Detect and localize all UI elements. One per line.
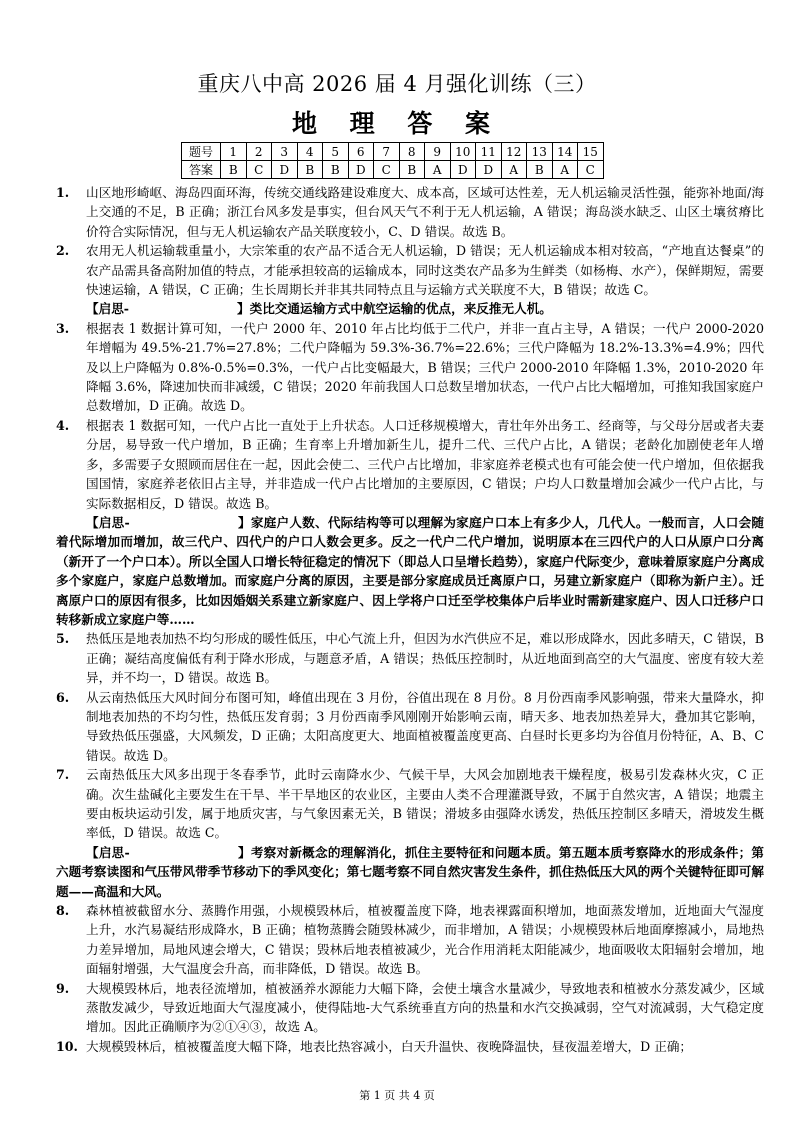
qisi-close: 】	[237, 844, 251, 860]
answer-cell: D	[348, 161, 374, 179]
explanation-item	[56, 241, 764, 299]
item-number: 8.	[56, 903, 70, 919]
item-text: 从云南热低压大风时间分布图可知，峰值出现在 3 月份，谷值出现在 8 月份。8 月份西南季风影响强，带来大量降水，抑制地表加热的不均匀性，热低压发育弱；3 月份西南季风刚刚开始影响云南，晴天多、地表加热差异大，叠加其它影响，导致热低压强盛，大风频发，D 正确；太阳高度更大、地面植被覆盖度更高、白昼时长更多均为谷值月份特征，A、B、C 错误。故选 D。	[86, 689, 764, 763]
answer-cell: D	[272, 161, 298, 179]
answer-cell: B	[297, 161, 323, 179]
explanation-item	[56, 319, 764, 416]
question-number-cell: 6	[348, 143, 374, 161]
qisi-label: 【启思-	[86, 514, 130, 530]
explanation-item	[56, 765, 764, 843]
question-number-cell: 15	[578, 143, 604, 161]
item-number: 6.	[56, 689, 70, 705]
qisi-text: 家庭户人数、代际结构等可以理解为家庭户口本上有多少人，几代人。一般而言，人口会随着代际增加而增加，故三代户、四代户的户口人数会更多。反之一代户二代户增加，说明原本在三四代户的人口从原户口分离（新开了一个户口本）。所以全国人口增长特征稳定的情况下（即总人口呈增长趋势），家庭户代际变少，意味着原家庭户分离成多个家庭户，家庭户总数增加。而家庭户分离的原因，主要是部分家庭成员迁离原户口，另建立新家庭户（即称为新户主）。迁离原户口的原因有很多，比如因婚姻关系建立新家庭户、因上学将户口迁至学校集体户后毕业时需新建家庭户、因人口迁移户口转移新成立家庭户等……	[56, 514, 764, 627]
item-number: 1.	[56, 185, 70, 200]
answer-cell: C	[374, 161, 400, 179]
question-number-cell: 13	[527, 143, 553, 161]
question-number-cell: 11	[476, 143, 502, 161]
question-number-cell: 12	[501, 143, 527, 161]
answer-cell: C	[578, 161, 604, 179]
question-number-cell: 2	[246, 143, 272, 161]
qisi-note	[56, 513, 764, 629]
question-number-cell: 3	[272, 143, 298, 161]
item-text: 热低压是地表加热不均匀形成的暖性低压，中心气流上升，但因为水汽供应不足，难以形成降水，因此多晴天，C 错误，B 正确；凝结高度偏低有利于降水形成，与题意矛盾，A 错误；热低压控制时，从近地面到高空的大气温度、密度有较大差异，并不均一，D 错误。故选 B。	[86, 631, 764, 686]
table-header-cell: 题号	[182, 143, 221, 161]
table-header-cell: 答案	[182, 161, 221, 179]
item-number: 5.	[56, 631, 70, 647]
explanation-item	[56, 183, 764, 241]
item-number: 2.	[56, 243, 70, 259]
question-number-cell: 8	[399, 143, 425, 161]
question-number-cell: 1	[221, 143, 247, 161]
document-title: 重庆八中高 2026 届 4 月强化训练（三）	[197, 72, 597, 96]
item-text: 大规模毁林后，地表径流增加，植被涵养水源能力大幅下降，会使土壤含水量减少，导致地表和植被水分蒸发减少，区域蒸散发减少，导致近地面大气湿度减小，使得陆地-大气系统垂直方向的热量和水汽交换减弱，空气对流减弱，大气稳定度增加。因此正确顺序为②①④③，故选 A。	[86, 980, 764, 1035]
item-number: 9.	[56, 980, 70, 996]
item-text: 森林植被截留水分、蒸腾作用强，小规模毁林后，植被覆盖度下降，地表裸露面积增加，地面蒸发增加，近地面大气湿度上升，水汽易凝结形成降水，B 正确；植物蒸腾会随毁林减少，而非增加，A 错误；小规模毁林后地面摩擦减小，局地热力差异增加，局地风速会增大，C 错误；毁林后地表植被减少，光合作用消耗太阳能减少，地面吸收太阳辐射会增加，地面辐射增强，大气温度会升高，而非降低，D 错误。故选 B。	[86, 903, 764, 977]
qisi-text: 类比交通运输方式中航空运输的优点，来反推无人机。	[249, 301, 552, 317]
answer-cell: D	[450, 161, 476, 179]
qisi-note	[56, 299, 764, 318]
qisi-text: 考察对新概念的理解消化，抓住主要特征和问题本质。第五题本质考察降水的形成条件；第六题考察读图和气压带风带季节移动下的季风变化；第七题考察不同自然灾害发生条件，抓住热低压大风的两个关键特征即可解题——高温和大风。	[56, 844, 764, 899]
question-number-cell: 14	[552, 143, 578, 161]
answer-table-number-row	[182, 143, 604, 161]
item-text: 根据表 1 数据可知，一代户占比一直处于上升状态。人口迁移规模增大，青壮年外出务工、经商等，与父母分居或者夫妻分居，易导致一代户增加，B 正确；生育率上升增加新生儿，提升二代、三代户占比，A 错误；老龄化加剧使老年人增多，多需要子女照顾而居住在一起，因此会使二、三代户占比增加，非家庭养老模式也有可能会使一代户增加，但依据我国国情，家庭养老依旧占主导，并非造成一代户占比增加的主要原因，C 错误；户均人口数量增加会减少一代户占比，与实际数据相反，D 错误。故选 B。	[86, 417, 764, 511]
explanation-item	[56, 416, 764, 513]
answer-table	[181, 142, 604, 179]
answer-cell: B	[323, 161, 349, 179]
item-text: 山区地形崎岖、海岛四面环海，传统交通线路建设难度大、成本高，区域可达性差，无人机运输灵活性强，能弥补地面/海上交通的不足，B 正确；浙江台风多发是事实，但台风天气不利于无人机运输，A 错误；海岛淡水缺乏、山区土壤贫瘠比价符合实际情况，但与无人机运输农产品关联度较小，C、D 错误。故选 B。	[86, 185, 764, 239]
answer-cell: C	[246, 161, 272, 179]
answer-cell: D	[476, 161, 502, 179]
item-number: 10.	[56, 1038, 78, 1054]
question-number-cell: 9	[425, 143, 451, 161]
answer-cell: B	[527, 161, 553, 179]
answer-table-answer-row	[182, 161, 604, 179]
question-number-cell: 10	[450, 143, 476, 161]
qisi-close: 】	[237, 514, 251, 530]
qisi-label: 【启思-	[86, 844, 130, 860]
qisi-note	[56, 843, 764, 901]
answer-cell: A	[552, 161, 578, 179]
qisi-label: 【启思-	[86, 301, 130, 317]
explanation-item	[56, 1037, 764, 1056]
document-subtitle: 地 理 答 案	[291, 109, 503, 138]
answer-cell: B	[221, 161, 247, 179]
qisi-close: 】	[237, 301, 250, 317]
question-number-cell: 5	[323, 143, 349, 161]
item-number: 4.	[56, 417, 70, 433]
item-text: 云南热低压大风多出现于冬春季节，此时云南降水少、气候干旱，大风会加剧地表干燥程度，极易引发森林火灾，C 正确。次生盐碱化主要发生在干旱、半干旱地区的农业区，主要由人类不合理灌溉导致，不属于自然灾害，A 错误；地震主要由板块运动引发，属于地质灾害，与气象因素无关，B 错误；滑坡多由强降水诱发，热低压控制区多晴天，滑坡发生概率低，D 错误。故选 C。	[86, 767, 764, 841]
item-number: 3.	[56, 320, 70, 336]
explanation-item	[56, 979, 764, 1037]
item-text: 大规模毁林后，植被覆盖度大幅下降，地表比热容减小，白天升温快、夜晚降温快，昼夜温差增大，D 正确；	[86, 1038, 693, 1054]
item-text: 根据表 1 数据计算可知，一代户 2000 年、2010 年占比均低于二代户，并非一直占主导，A 错误；一代户 2000-2020 年增幅为 49.5%-21.7%=27.8%；二代户降幅为 59.3%-36.7%=22.6%；三代户降幅为 18.2%-13.3%=4.9%；四代及以上户降幅为 0.8%-0.5%=0.3%，一代户占比变幅最大，B 错误；三代户 2000-2010 年降幅 1.3%，2010-2020 年降幅 3.6%，降速加快而非减缓，C 错误；2020 年前我国人口总数呈增加状态，一代户占比大幅增加，可推知我国家庭户总数增加，D 正确。故选 D。	[86, 320, 764, 414]
answer-explanations	[56, 183, 764, 1056]
answer-cell: A	[501, 161, 527, 179]
question-number-cell: 4	[297, 143, 323, 161]
item-text: 农用无人机运输载重量小，大宗笨重的农产品不适合无人机运输，D 错误；无人机运输成本相对较高，“产地直达餐桌”的农产品需具备高附加值的特点，才能承担较高的运输成本，同时这类农产品多为生鲜类（如杨梅、水产），保鲜期短，需要快速运输，A 错误，C 正确；生长周期长并非其共同特点且与运输方式关联度不大，B 错误；故选 C。	[86, 243, 764, 298]
explanation-item	[56, 901, 764, 979]
explanation-item	[56, 688, 764, 766]
answer-cell: B	[399, 161, 425, 179]
page-footer: 第 1 页 共 4 页	[359, 1089, 435, 1102]
answer-cell: A	[425, 161, 451, 179]
question-number-cell: 7	[374, 143, 400, 161]
explanation-item	[56, 629, 764, 687]
item-number: 7.	[56, 767, 70, 783]
